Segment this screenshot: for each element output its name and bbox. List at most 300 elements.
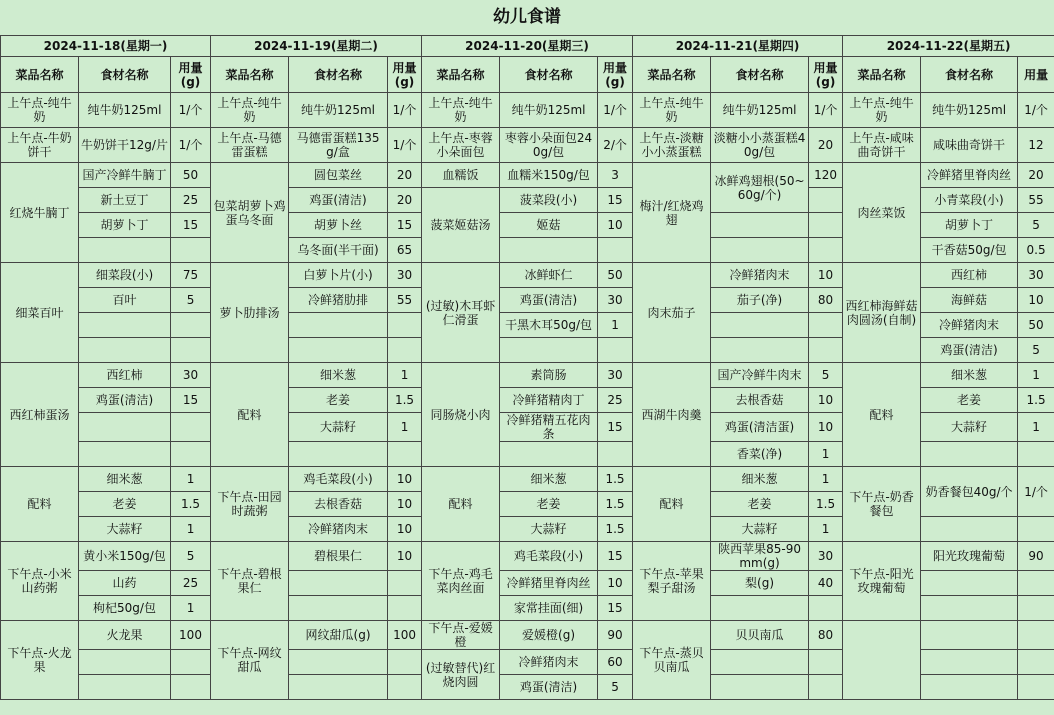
amount-cell: 55 xyxy=(388,288,422,313)
ingredient-cell: 西红柿 xyxy=(79,363,171,388)
amount-cell xyxy=(388,338,422,363)
ingredient-cell: 马德雷蛋糕135g/盒 xyxy=(289,128,388,163)
ingredient-cell: 细米葱 xyxy=(500,467,598,492)
dish-cell: 配料 xyxy=(633,467,711,542)
amount-cell: 1 xyxy=(1018,363,1054,388)
amount-cell: 1 xyxy=(171,517,211,542)
amount-cell: 90 xyxy=(1018,542,1054,571)
ingredient-cell xyxy=(711,213,809,238)
ingredient-cell: 细菜段(小) xyxy=(79,263,171,288)
amount-cell: 1/个 xyxy=(171,128,211,163)
dish-cell: 下午点-火龙果 xyxy=(1,621,79,700)
ingredient-cell xyxy=(289,338,388,363)
amount-cell: 90 xyxy=(598,621,633,650)
amount-cell: 100 xyxy=(171,621,211,650)
amount-cell: 1/个 xyxy=(598,93,633,128)
ingredient-cell xyxy=(921,675,1018,700)
ingredient-cell xyxy=(289,442,388,467)
ingredient-cell: 白萝卜片(小) xyxy=(289,263,388,288)
ingredient-cell: 纯牛奶125ml xyxy=(79,93,171,128)
ingredient-cell: 淡糖小小蒸蛋糕40g/包 xyxy=(711,128,809,163)
amount-cell: 5 xyxy=(171,542,211,571)
header-amount: 用量(g) xyxy=(809,57,843,93)
ingredient-cell: 老姜 xyxy=(921,388,1018,413)
dish-cell: 梅汁/红烧鸡翅 xyxy=(633,163,711,263)
dish-cell: 下午点-网纹甜瓜 xyxy=(211,621,289,700)
ingredient-cell: 圆包菜丝 xyxy=(289,163,388,188)
amount-cell: 3 xyxy=(598,163,633,188)
dish-cell: 配料 xyxy=(422,467,500,542)
ingredient-cell: 鸡毛菜段(小) xyxy=(289,467,388,492)
ingredient-cell xyxy=(79,238,171,263)
amount-cell: 30 xyxy=(388,263,422,288)
ingredient-cell: 冷鲜猪肉末 xyxy=(921,313,1018,338)
ingredient-cell xyxy=(289,571,388,596)
amount-cell xyxy=(171,413,211,442)
amount-cell xyxy=(809,675,843,700)
ingredient-cell: 鸡蛋(清洁蛋) xyxy=(711,413,809,442)
ingredient-cell: 冷鲜猪精五花肉条 xyxy=(500,413,598,442)
amount-cell xyxy=(809,188,843,213)
amount-cell xyxy=(809,338,843,363)
header-amount: 用量(g) xyxy=(598,57,633,93)
ingredient-cell xyxy=(79,650,171,675)
amount-cell: 60 xyxy=(598,650,633,675)
dish-cell: 上午点-马德雷蛋糕 xyxy=(211,128,289,163)
dish-cell: 菠菜姬菇汤 xyxy=(422,188,500,263)
header-ingredient: 食材名称 xyxy=(921,57,1018,93)
amount-cell xyxy=(388,650,422,675)
amount-cell xyxy=(1018,517,1054,542)
amount-cell: 1/个 xyxy=(1018,93,1054,128)
ingredient-cell: 阳光玫瑰葡萄 xyxy=(921,542,1018,571)
dish-cell: 上午点-牛奶饼干 xyxy=(1,128,79,163)
ingredient-cell: 细米葱 xyxy=(711,467,809,492)
amount-cell: 10 xyxy=(388,542,422,571)
dish-cell: 上午点-纯牛奶 xyxy=(422,93,500,128)
amount-cell xyxy=(388,596,422,621)
amount-cell: 1.5 xyxy=(598,467,633,492)
header-amount: 用量 xyxy=(1018,57,1054,93)
header-row xyxy=(1,57,1054,93)
amount-cell: 1/个 xyxy=(1018,467,1054,517)
dish-cell: 红烧牛腩丁 xyxy=(1,163,79,263)
dish-cell: (过敏)木耳虾仁滑蛋 xyxy=(422,263,500,363)
ingredient-cell: 爱媛橙(g) xyxy=(500,621,598,650)
ingredient-cell: 冷鲜猪肉末 xyxy=(289,517,388,542)
amount-cell: 75 xyxy=(171,263,211,288)
amount-cell: 80 xyxy=(809,288,843,313)
amount-cell: 1/个 xyxy=(388,128,422,163)
ingredient-cell: 冰鲜鸡翅根(50~60g/个) xyxy=(711,163,809,213)
ingredient-cell: 冷鲜猪肉末 xyxy=(500,650,598,675)
ingredient-cell xyxy=(921,596,1018,621)
ingredient-cell xyxy=(500,338,598,363)
amount-cell: 5 xyxy=(1018,213,1054,238)
dish-cell: 下午点-鸡毛菜肉丝面 xyxy=(422,542,500,621)
dish-cell: 下午点-碧根果仁 xyxy=(211,542,289,621)
amount-cell: 1 xyxy=(171,467,211,492)
amount-cell: 25 xyxy=(598,388,633,413)
amount-cell: 15 xyxy=(171,388,211,413)
dish-cell: 上午点-纯牛奶 xyxy=(843,93,921,128)
amount-cell: 1 xyxy=(388,413,422,442)
amount-cell xyxy=(171,313,211,338)
amount-cell xyxy=(809,650,843,675)
amount-cell: 10 xyxy=(809,388,843,413)
amount-cell: 20 xyxy=(1018,163,1054,188)
amount-cell: 30 xyxy=(598,363,633,388)
ingredient-cell: 老姜 xyxy=(79,492,171,517)
header-amount: 用量(g) xyxy=(171,57,211,93)
amount-cell: 120 xyxy=(809,163,843,188)
ingredient-cell: 咸味曲奇饼干 xyxy=(921,128,1018,163)
amount-cell: 1.5 xyxy=(1018,388,1054,413)
amount-cell: 25 xyxy=(171,571,211,596)
ingredient-cell: 菠菜段(小) xyxy=(500,188,598,213)
dish-cell: 下午点-奶香餐包 xyxy=(843,467,921,542)
amount-cell: 80 xyxy=(809,621,843,650)
ingredient-cell: 大蒜籽 xyxy=(79,517,171,542)
ingredient-cell xyxy=(289,596,388,621)
amount-cell xyxy=(171,650,211,675)
ingredient-cell xyxy=(79,413,171,442)
amount-cell xyxy=(598,442,633,467)
amount-cell: 65 xyxy=(388,238,422,263)
dish-cell: 细菜百叶 xyxy=(1,263,79,363)
amount-cell: 30 xyxy=(171,363,211,388)
amount-cell: 50 xyxy=(1018,313,1054,338)
amount-cell: 100 xyxy=(388,621,422,650)
amount-cell xyxy=(1018,596,1054,621)
ingredient-cell: 奶香餐包40g/个 xyxy=(921,467,1018,517)
amount-cell xyxy=(1018,442,1054,467)
amount-cell: 15 xyxy=(598,596,633,621)
ingredient-cell: 西红柿 xyxy=(921,263,1018,288)
ingredient-cell: 火龙果 xyxy=(79,621,171,650)
date-wed: 2024-11-20(星期三) xyxy=(422,36,633,57)
amount-cell: 2/个 xyxy=(598,128,633,163)
ingredient-cell xyxy=(79,675,171,700)
amount-cell: 1.5 xyxy=(598,492,633,517)
amount-cell xyxy=(171,338,211,363)
ingredient-cell xyxy=(921,517,1018,542)
ingredient-cell xyxy=(500,442,598,467)
date-row xyxy=(1,36,1054,57)
ingredient-cell: 香菜(净) xyxy=(711,442,809,467)
amount-cell xyxy=(598,238,633,263)
dish-cell: 西红柿蛋汤 xyxy=(1,363,79,467)
amount-cell xyxy=(809,238,843,263)
ingredient-cell: 枣蓉小朵面包240g/包 xyxy=(500,128,598,163)
dish-cell: 西湖牛肉羹 xyxy=(633,363,711,467)
ingredient-cell: 纯牛奶125ml xyxy=(711,93,809,128)
amount-cell: 5 xyxy=(1018,338,1054,363)
amount-cell: 50 xyxy=(598,263,633,288)
ingredient-cell: 百叶 xyxy=(79,288,171,313)
ingredient-cell: 胡萝卜丁 xyxy=(921,213,1018,238)
header-dish: 菜品名称 xyxy=(1,57,79,93)
table-row xyxy=(1,542,1054,571)
amount-cell: 5 xyxy=(171,288,211,313)
ingredient-cell: 胡萝卜丁 xyxy=(79,213,171,238)
dish-cell: 配料 xyxy=(843,363,921,467)
page-title: 幼儿食谱 xyxy=(0,0,1054,36)
table-row xyxy=(1,93,1054,128)
amount-cell: 1.5 xyxy=(809,492,843,517)
ingredient-cell xyxy=(79,338,171,363)
table-row xyxy=(1,128,1054,163)
ingredient-cell xyxy=(500,238,598,263)
ingredient-cell: 网纹甜瓜(g) xyxy=(289,621,388,650)
ingredient-cell: 茄子(净) xyxy=(711,288,809,313)
ingredient-cell: 干香菇50g/包 xyxy=(921,238,1018,263)
ingredient-cell: 冷鲜猪里脊肉丝 xyxy=(500,571,598,596)
ingredient-cell: 海鲜菇 xyxy=(921,288,1018,313)
ingredient-cell xyxy=(711,675,809,700)
amount-cell xyxy=(809,596,843,621)
ingredient-cell: 冷鲜猪精肉丁 xyxy=(500,388,598,413)
table-row xyxy=(1,363,1054,388)
header-ingredient: 食材名称 xyxy=(79,57,171,93)
table-row xyxy=(1,163,1054,188)
ingredient-cell xyxy=(711,338,809,363)
amount-cell xyxy=(171,675,211,700)
date-fri: 2024-11-22(星期五) xyxy=(843,36,1054,57)
ingredient-cell: 细米葱 xyxy=(921,363,1018,388)
amount-cell: 1/个 xyxy=(388,93,422,128)
amount-cell: 50 xyxy=(171,163,211,188)
ingredient-cell: 纯牛奶125ml xyxy=(921,93,1018,128)
table-row xyxy=(1,467,1054,492)
amount-cell xyxy=(388,313,422,338)
dish-cell: 配料 xyxy=(1,467,79,542)
ingredient-cell xyxy=(921,650,1018,675)
amount-cell: 20 xyxy=(388,163,422,188)
amount-cell: 20 xyxy=(809,128,843,163)
dish-cell: 血糯饭 xyxy=(422,163,500,188)
ingredient-cell xyxy=(289,650,388,675)
ingredient-cell: 老姜 xyxy=(711,492,809,517)
ingredient-cell: 碧根果仁 xyxy=(289,542,388,571)
amount-cell: 15 xyxy=(598,188,633,213)
ingredient-cell xyxy=(79,442,171,467)
amount-cell xyxy=(809,213,843,238)
ingredient-cell: 小青菜段(小) xyxy=(921,188,1018,213)
amount-cell xyxy=(1018,571,1054,596)
header-dish: 菜品名称 xyxy=(422,57,500,93)
amount-cell: 0.5 xyxy=(1018,238,1054,263)
amount-cell: 20 xyxy=(388,188,422,213)
amount-cell: 40 xyxy=(809,571,843,596)
dish-cell: 上午点-纯牛奶 xyxy=(211,93,289,128)
ingredient-cell: 乌冬面(半干面) xyxy=(289,238,388,263)
amount-cell xyxy=(1018,650,1054,675)
ingredient-cell: 冷鲜猪里脊肉丝 xyxy=(921,163,1018,188)
amount-cell xyxy=(1018,621,1054,650)
amount-cell xyxy=(388,571,422,596)
amount-cell: 1.5 xyxy=(171,492,211,517)
dish-cell: 下午点-阳光玫瑰葡萄 xyxy=(843,542,921,621)
amount-cell: 10 xyxy=(598,213,633,238)
amount-cell xyxy=(1018,675,1054,700)
ingredient-cell xyxy=(79,313,171,338)
amount-cell: 15 xyxy=(171,213,211,238)
amount-cell: 12 xyxy=(1018,128,1054,163)
ingredient-cell: 山药 xyxy=(79,571,171,596)
ingredient-cell: 枸杞50g/包 xyxy=(79,596,171,621)
dish-cell: 上午点-枣蓉小朵面包 xyxy=(422,128,500,163)
ingredient-cell: 老姜 xyxy=(500,492,598,517)
header-dish: 菜品名称 xyxy=(633,57,711,93)
amount-cell: 1.5 xyxy=(598,517,633,542)
ingredient-cell: 新土豆丁 xyxy=(79,188,171,213)
ingredient-cell xyxy=(711,650,809,675)
amount-cell: 10 xyxy=(388,467,422,492)
amount-cell: 10 xyxy=(598,571,633,596)
amount-cell: 1 xyxy=(809,442,843,467)
amount-cell: 30 xyxy=(598,288,633,313)
ingredient-cell: 贝贝南瓜 xyxy=(711,621,809,650)
amount-cell: 1/个 xyxy=(809,93,843,128)
header-ingredient: 食材名称 xyxy=(500,57,598,93)
ingredient-cell: 大蒜籽 xyxy=(289,413,388,442)
header-ingredient: 食材名称 xyxy=(711,57,809,93)
ingredient-cell: 去根香菇 xyxy=(289,492,388,517)
ingredient-cell: 鸡蛋(清洁) xyxy=(921,338,1018,363)
dish-cell xyxy=(843,621,921,700)
ingredient-cell: 家常挂面(细) xyxy=(500,596,598,621)
ingredient-cell: 血糯米150g/包 xyxy=(500,163,598,188)
dish-cell: 上午点-咸味曲奇饼干 xyxy=(843,128,921,163)
dish-cell: 上午点-纯牛奶 xyxy=(1,93,79,128)
table-row xyxy=(1,263,1054,288)
amount-cell xyxy=(388,675,422,700)
table-row xyxy=(1,621,1054,650)
ingredient-cell: 鸡蛋(清洁) xyxy=(500,288,598,313)
dish-cell: 上午点-纯牛奶 xyxy=(633,93,711,128)
ingredient-cell: 大蒜籽 xyxy=(921,413,1018,442)
amount-cell: 1.5 xyxy=(388,388,422,413)
ingredient-cell: 素筒肠 xyxy=(500,363,598,388)
dish-cell: 西红柿海鲜菇肉圆汤(自制) xyxy=(843,263,921,363)
amount-cell: 30 xyxy=(809,542,843,571)
amount-cell xyxy=(388,442,422,467)
ingredient-cell: 鸡蛋(清洁) xyxy=(289,188,388,213)
amount-cell: 1 xyxy=(171,596,211,621)
ingredient-cell: 鸡蛋(清洁) xyxy=(79,388,171,413)
amount-cell: 25 xyxy=(171,188,211,213)
date-thu: 2024-11-21(星期四) xyxy=(633,36,843,57)
ingredient-cell xyxy=(921,442,1018,467)
amount-cell: 30 xyxy=(1018,263,1054,288)
ingredient-cell: 国产冷鲜牛腩丁 xyxy=(79,163,171,188)
amount-cell: 1 xyxy=(809,517,843,542)
amount-cell xyxy=(598,338,633,363)
amount-cell xyxy=(171,238,211,263)
dish-cell: (过敏替代)红烧肉圆 xyxy=(422,650,500,700)
amount-cell: 15 xyxy=(598,413,633,442)
date-tue: 2024-11-19(星期二) xyxy=(211,36,422,57)
dish-cell: 上午点-淡糖小小蒸蛋糕 xyxy=(633,128,711,163)
amount-cell xyxy=(171,442,211,467)
header-dish: 菜品名称 xyxy=(843,57,921,93)
ingredient-cell: 纯牛奶125ml xyxy=(500,93,598,128)
dish-cell: 包菜胡萝卜鸡蛋乌冬面 xyxy=(211,163,289,263)
ingredient-cell: 大蒜籽 xyxy=(711,517,809,542)
amount-cell: 10 xyxy=(388,517,422,542)
dish-cell: 下午点-田园时蔬粥 xyxy=(211,467,289,542)
ingredient-cell xyxy=(289,675,388,700)
ingredient-cell xyxy=(921,571,1018,596)
ingredient-cell xyxy=(711,238,809,263)
dish-cell: 下午点-小米山药粥 xyxy=(1,542,79,621)
amount-cell: 10 xyxy=(809,263,843,288)
ingredient-cell: 细米葱 xyxy=(289,363,388,388)
amount-cell: 55 xyxy=(1018,188,1054,213)
amount-cell: 1/个 xyxy=(171,93,211,128)
amount-cell: 10 xyxy=(388,492,422,517)
ingredient-cell: 胡萝卜丝 xyxy=(289,213,388,238)
ingredient-cell: 冰鲜虾仁 xyxy=(500,263,598,288)
ingredient-cell: 干黑木耳50g/包 xyxy=(500,313,598,338)
ingredient-cell xyxy=(921,621,1018,650)
dish-cell: 萝卜肋排汤 xyxy=(211,263,289,363)
ingredient-cell: 老姜 xyxy=(289,388,388,413)
ingredient-cell: 鸡毛菜段(小) xyxy=(500,542,598,571)
menu-table xyxy=(0,35,1054,700)
amount-cell: 1 xyxy=(809,467,843,492)
header-dish: 菜品名称 xyxy=(211,57,289,93)
dish-cell: 肉末茄子 xyxy=(633,263,711,363)
ingredient-cell: 国产冷鲜牛肉末 xyxy=(711,363,809,388)
amount-cell: 1 xyxy=(598,313,633,338)
amount-cell: 1 xyxy=(388,363,422,388)
ingredient-cell: 陕西苹果85-90mm(g) xyxy=(711,542,809,571)
amount-cell: 15 xyxy=(388,213,422,238)
amount-cell: 10 xyxy=(809,413,843,442)
amount-cell: 5 xyxy=(598,675,633,700)
ingredient-cell: 梨(g) xyxy=(711,571,809,596)
ingredient-cell: 黄小米150g/包 xyxy=(79,542,171,571)
ingredient-cell xyxy=(711,313,809,338)
ingredient-cell: 去根香菇 xyxy=(711,388,809,413)
ingredient-cell: 牛奶饼干12g/片 xyxy=(79,128,171,163)
amount-cell: 5 xyxy=(809,363,843,388)
dish-cell: 下午点-蒸贝贝南瓜 xyxy=(633,621,711,700)
amount-cell: 15 xyxy=(598,542,633,571)
ingredient-cell: 姬菇 xyxy=(500,213,598,238)
amount-cell: 1 xyxy=(1018,413,1054,442)
ingredient-cell: 大蒜籽 xyxy=(500,517,598,542)
dish-cell: 同肠烧小肉 xyxy=(422,363,500,467)
ingredient-cell: 细米葱 xyxy=(79,467,171,492)
ingredient-cell: 冷鲜猪肋排 xyxy=(289,288,388,313)
header-ingredient: 食材名称 xyxy=(289,57,388,93)
dish-cell: 配料 xyxy=(211,363,289,467)
date-mon: 2024-11-18(星期一) xyxy=(1,36,211,57)
ingredient-cell xyxy=(711,596,809,621)
dish-cell: 肉丝菜饭 xyxy=(843,163,921,263)
ingredient-cell: 纯牛奶125ml xyxy=(289,93,388,128)
ingredient-cell: 鸡蛋(清洁) xyxy=(500,675,598,700)
header-amount: 用量(g) xyxy=(388,57,422,93)
dish-cell: 下午点-爱媛橙 xyxy=(422,621,500,650)
amount-cell xyxy=(809,313,843,338)
ingredient-cell xyxy=(289,313,388,338)
amount-cell: 10 xyxy=(1018,288,1054,313)
ingredient-cell: 冷鲜猪肉末 xyxy=(711,263,809,288)
